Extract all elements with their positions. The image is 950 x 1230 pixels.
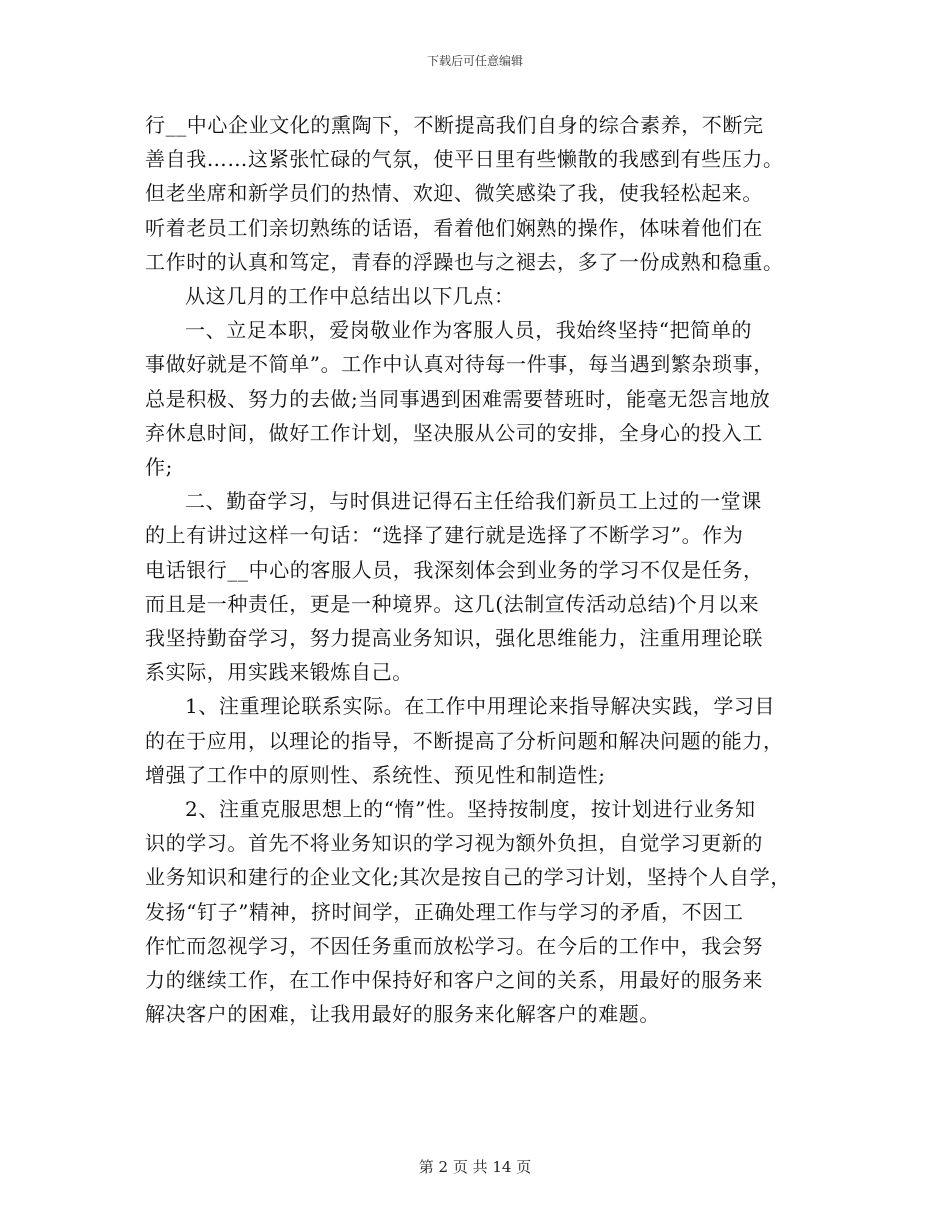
text-line: 系实际，用实践来锻炼自己。 (145, 660, 413, 685)
text-line: 增强了工作中的原则性、系统性、预见性和制造性; (145, 762, 606, 787)
text-line: 力的继续工作，在工作中保持好和客户之间的关系，用最好的服务来 (145, 968, 763, 993)
text-line: 电话银行__中心的客服人员，我深刻体会到业务的学习不仅是任务， (145, 557, 764, 582)
paragraph (145, 484, 815, 689)
text-line: 解决客户的困难，让我用最好的服务来化解客户的难题。 (145, 1002, 660, 1027)
text-line: 业务知识和建行的企业文化;其次是按自己的学习计划，坚持个人自学， (145, 865, 791, 890)
text-line: 事做好就是不简单”。工作中认真对待每一件事，每当遇到繁杂琐事， (145, 352, 774, 377)
paragraph (145, 689, 815, 792)
text-line: 二、勤奋学习，与时俱进记得石主任给我们新员工上过的一堂课 (185, 489, 762, 514)
text-line: 从这几月的工作中总结出以下几点： (185, 284, 515, 309)
text-line: 我坚持勤奋学习，努力提高业务知识，强化思维能力，注重用理论联 (145, 626, 763, 651)
text-line: 行__中心企业文化的熏陶下，不断提高我们自身的综合素养，不断完 (145, 113, 764, 137)
text-line: 作忙而忽视学习，不因任务重而放松学习。在今后的工作中，我会努 (145, 933, 763, 958)
text-line: 一、立足本职，爱岗敬业作为客服人员，我始终坚持“把简单的 (185, 318, 753, 343)
page-number-footer: 第 2 页 共 14 页 (418, 1158, 532, 1176)
text-line: 总是积极、努力的去做;当同事遇到困难需要替班时，能毫无怨言地放 (145, 386, 771, 411)
paragraph (145, 279, 815, 313)
paragraph (145, 313, 815, 484)
text-line: 识的学习。首先不将业务知识的学习视为额外负担，自觉学习更新的 (145, 831, 763, 856)
text-line: 工作时的认真和笃定，青春的浮躁也与之褪去，多了一份成熟和稳重。 (145, 249, 784, 274)
page-header: 下载后可任意编辑 (426, 54, 523, 68)
text-line: 善自我……这紧张忙碌的气氛，使平日里有些懒散的我感到有些压力。 (145, 147, 784, 172)
paragraph (145, 108, 815, 279)
text-line: 而且是一种责任，更是一种境界。这几(法制宣传活动总结)个月以来 (145, 591, 760, 616)
text-line: 弃休息时间，做好工作计划，坚决服从公司的安排，全身心的投入工 (145, 420, 763, 445)
text-line: 听着老员工们亲切熟练的话语，看着他们娴熟的操作，体味着他们在 (145, 215, 763, 240)
text-line: 1、注重理论联系实际。在工作中用理论来指导解决实践，学习目 (185, 694, 776, 719)
paragraph (145, 792, 815, 1031)
text-line: 的在于应用，以理论的指导，不断提高了分析问题和解决问题的能力， (145, 728, 784, 753)
text-line: 2、注重克服思想上的“惰”性。坚持按制度，按计划进行业务知 (185, 797, 756, 822)
text-line: 但老坐席和新学员们的热情、欢迎、微笑感染了我，使我轻松起来。 (145, 181, 763, 206)
document-body (145, 108, 815, 1031)
text-line: 发扬“钉子”精神，挤时间学，正确处理工作与学习的矛盾，不因工 (145, 899, 744, 924)
text-line: 的上有讲过这样一句话：“选择了建行就是选择了不断学习”。作为 (145, 523, 744, 548)
text-line: 作; (145, 455, 173, 480)
